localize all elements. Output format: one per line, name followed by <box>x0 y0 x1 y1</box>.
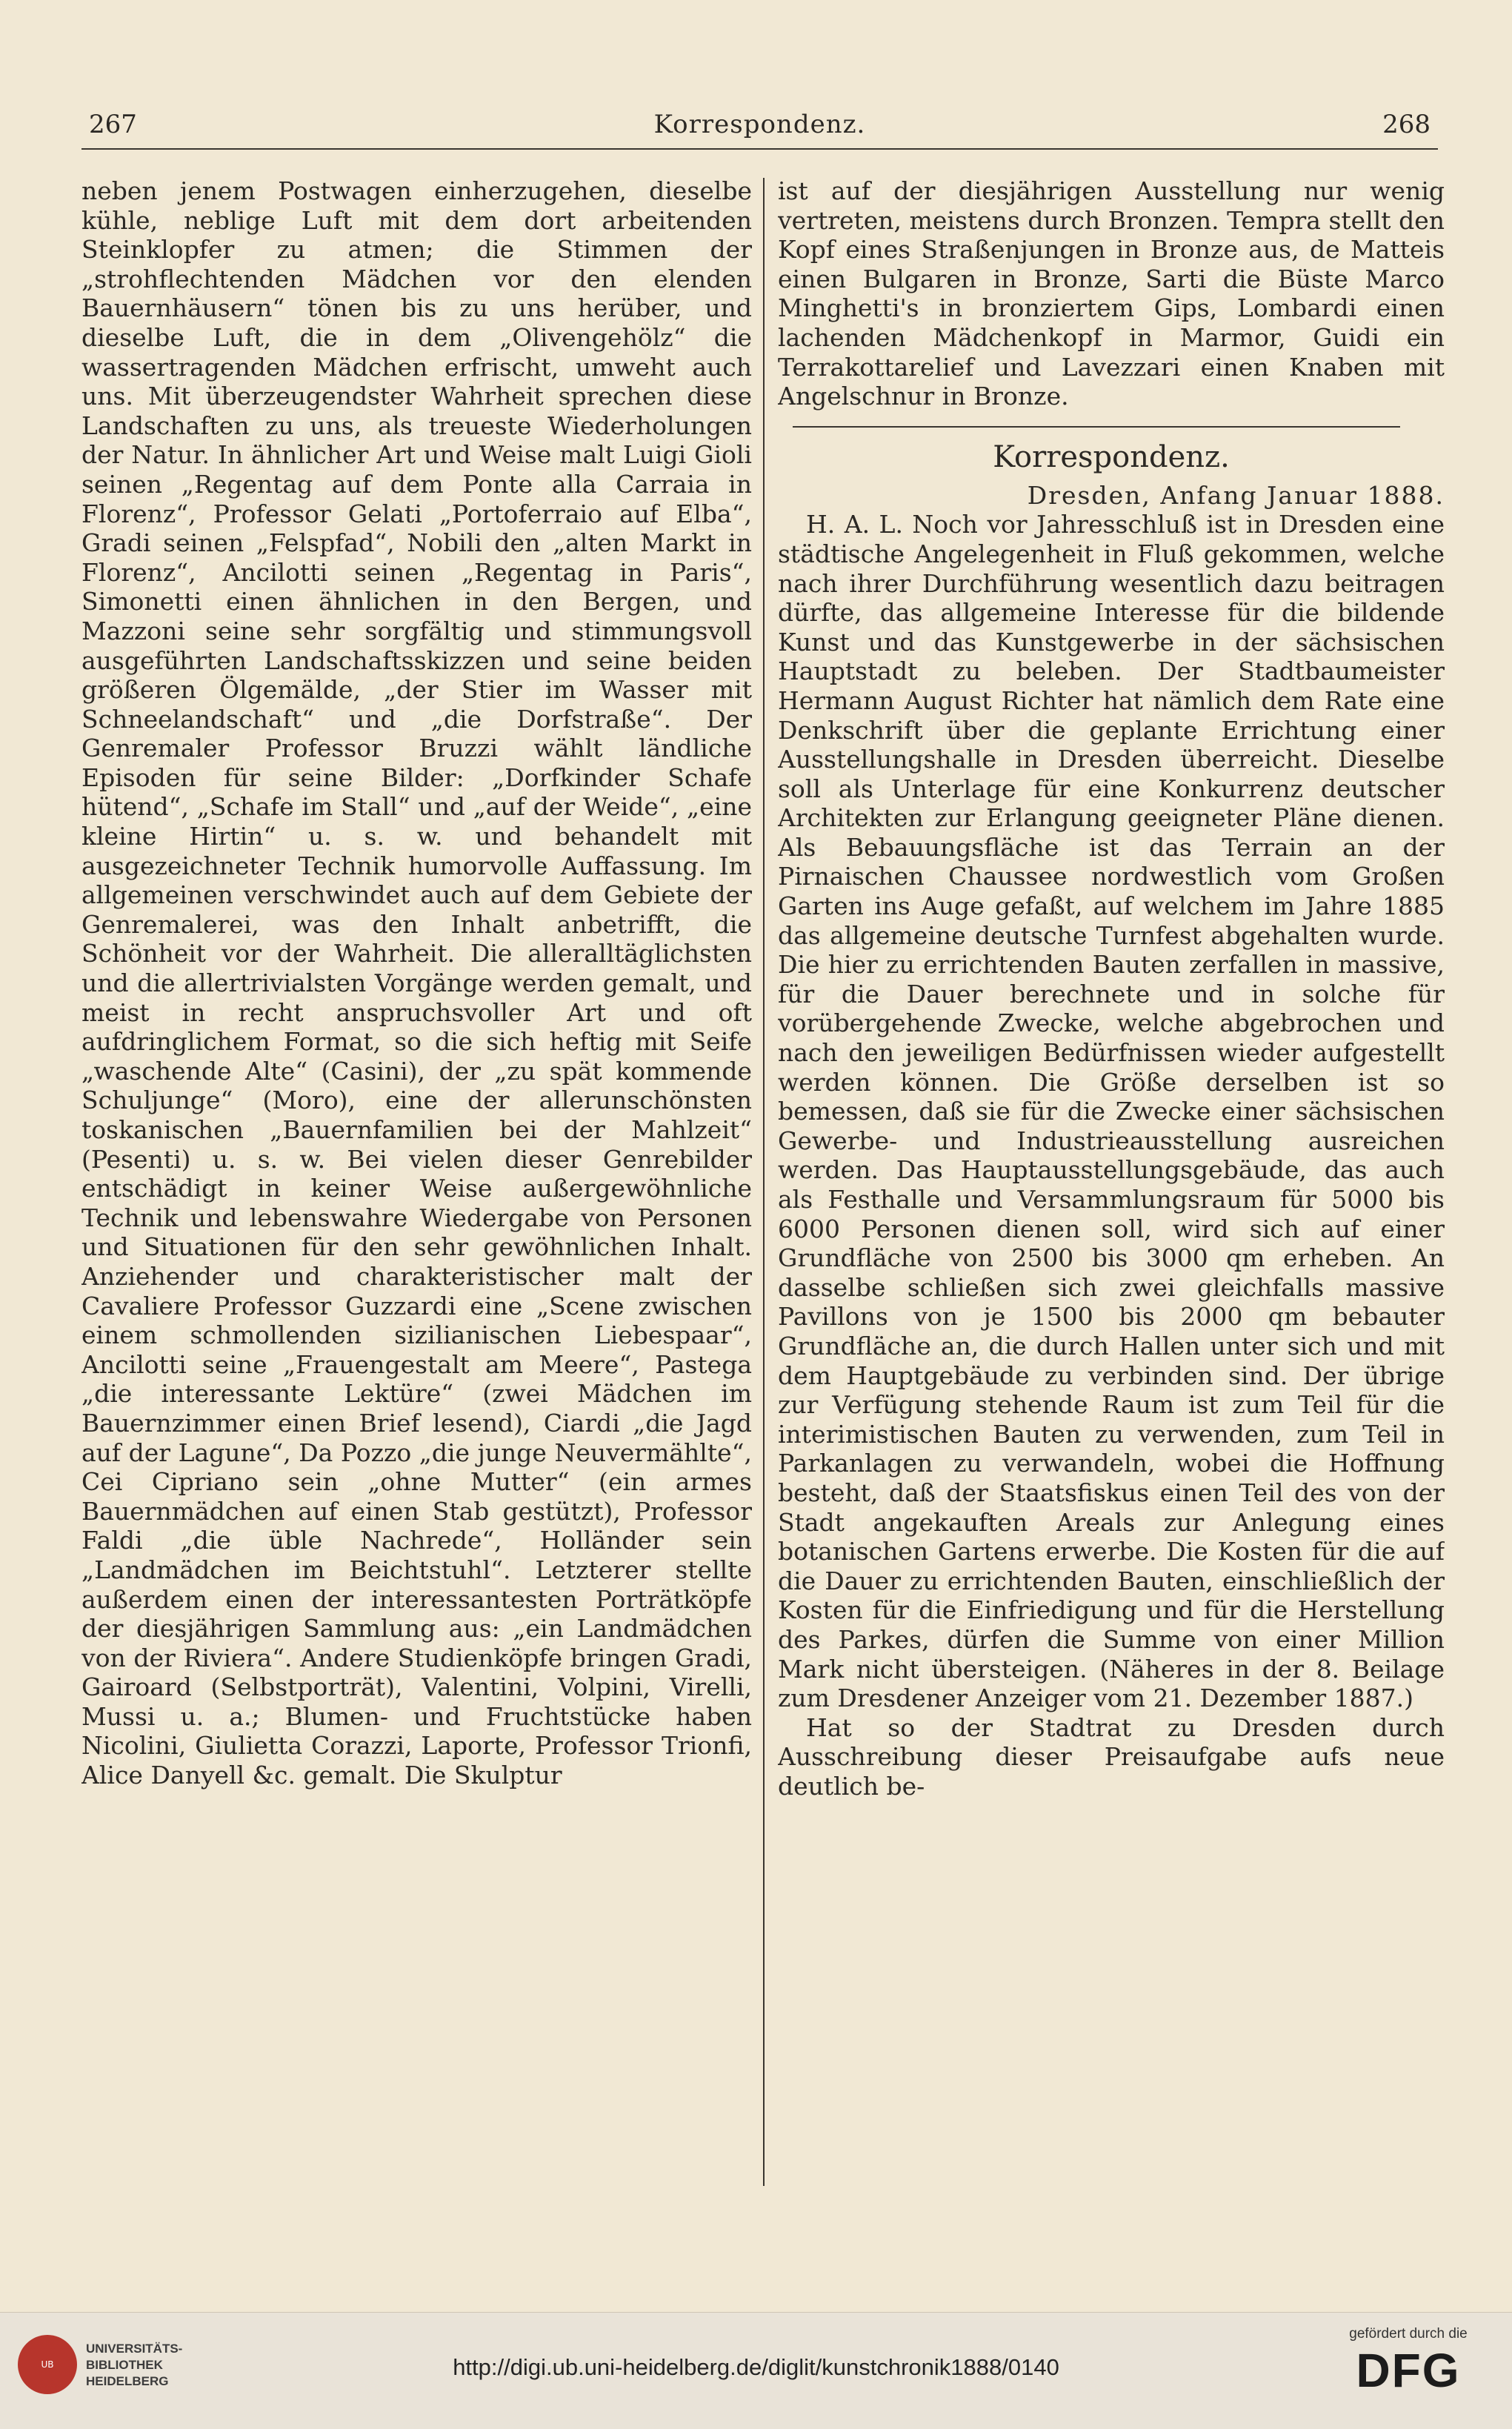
column-rule <box>763 178 765 2186</box>
digitization-footer <box>0 2312 1512 2429</box>
section-title: Korrespondenz. <box>993 439 1230 474</box>
section-separator <box>793 426 1400 428</box>
funded-by-label: gefördert durch die <box>1349 2326 1468 2342</box>
correspondence-paragraph: Hat so der Stadtrat zu Dresden durch Ausschreibung dieser Preisaufgabe aufs neue deutlich be- <box>778 1712 1445 1801</box>
left-paragraph: neben jenem Postwagen einherzugehen, dieselbe kühle, neblige Luft mit dem dort arbeitenden Steinklopfer zu atmen; die Stimmen der „strohflechtenden Mädchen vor den elenden Bauernhäusern“ tönen bis zu uns herüber, und dieselbe Luft, die in dem „Olivengehölz“ die wassertragenden Mädchen erfrischt, umweht auch uns. Mit überzeugendster Wahrheit sprechen diese Landschaften zu uns, als treueste Wiederholungen der Natur. In ähnlicher Art und Weise malt Luigi Gioli seinen „Regentag auf dem Ponte alla Carraia in Florenz“, Professor Gelati „Portoferraio auf Elba“, Gradi seinen „Felspfad“, Nobili den „alten Markt in Florenz“, Ancilotti seinen „Regentag in Paris“, Simonetti einen ähnlichen in den Bergen, und Mazzoni seine sehr sorgfältig und stimmungsvoll ausgeführten Landschaftsskizzen und seine beiden größeren Ölgemälde, „der Stier im Wasser mit Schneelandschaft“ und „die Dorfstraße“. Der Genremaler Professor Bruzzi wählt ländliche Episoden für seine Bilder: „Dorfkinder Schafe hütend“, „Schafe im Stall“ und „auf der Weide“, „eine kleine Hirtin“ u. s. w. und behandelt mit ausgezeichneter Technik humorvolle Auffassung. Im allgemeinen verschwindet auch auf dem Gebiete der Genremalerei, was den Inhalt anbetrifft, die Schönheit vor der Wahrheit. Die alleralltäglichsten und die allertrivialsten Vorgänge werden gemalt, und meist in recht anspruchsvoller Art und oft aufdringlichem Format, so die sich heftig mit Seife „waschende Alte“ (Casini), der „zu spät kommende Schuljunge“ (Moro), eine der allerunschönsten toskanischen „Bauernfamilien bei der Mahlzeit“ (Pesenti) u. s. w. Bei vielen dieser Genrebilder entschädigt in keiner Weise außergewöhnliche Technik und lebenswahre Wiedergabe von Personen und Situationen für den sehr gewöhnlichen Inhalt. Anziehender und charakteristischer malt der Cavaliere Professor Guzzardi eine „Scene zwischen einem schmollenden sizilianischen Liebespaar“, Ancilotti seine „Frauengestalt am Meere“, Pastega „die interessante Lektüre“ (zwei Mädchen im Bauernzimmer einen Brief lesend), Ciardi „die Jagd auf der Lagune“, Da Pozzo „die junge Neuvermählte“, Cei Cipriano sein „ohne Mutter“ (ein armes Bauernmädchen auf einen Stab gestützt), Professor Faldi „die üble Nachrede“, Holländer sein „Landmädchen im Beichtstuhl“. Letzterer stellte außerdem einen der interessantesten Porträtköpfe der diesjährigen Sammlung aus: „ein Landmädchen von der Riviera“. Andere Studienköpfe bringen Gradi, Gairoard (Selbstporträt), Valentini, Volpini, Virelli, Mussi u. a.; Blumen- und Fruchtstücke haben Nicolini, Giulietta Corazzi, Laporte, Professor Trionfi, Alice Danyell &c. gemalt. Die Skulptur <box>81 176 752 1790</box>
permalink-url[interactable]: http://digi.ub.uni-heidelberg.de/diglit/kunstchronik1888/0140 <box>453 2354 1059 2380</box>
running-title: Korrespondenz. <box>653 110 866 139</box>
header-rule <box>81 148 1438 150</box>
dfg-logo[interactable]: DFG <box>1356 2344 1461 2397</box>
page-number-right: 268 <box>1382 110 1431 139</box>
dateline: Dresden, Anfang Januar 1888. <box>1027 480 1445 510</box>
page-number-left: 267 <box>89 110 137 139</box>
correspondence-paragraph: H. A. L. Noch vor Jahresschluß ist in Dresden eine städtische Angelegenheit in Fluß gekommen, welche nach ihrer Durchführung wesentlich dazu beitragen dürfte, das allgemeine Interesse für die bildende Kunst und das Kunstgewerbe in der sächsischen Hauptstadt zu beleben. Der Stadtbaumeister Hermann August Richter hat nämlich dem Rate eine Denkschrift über die geplante Errichtung einer Ausstellungshalle in Dresden überreicht. Dieselbe soll als Unterlage für eine Konkurrenz deutscher Architekten zur Erlangung geeigneter Pläne dienen. Als Bebauungsfläche ist das Terrain an der Pirnaischen Chaussee nordwestlich vom Großen Garten ins Auge gefaßt, auf welchem im Jahre 1885 das allgemeine deutsche Turnfest abgehalten wurde. Die hier zu errichtenden Bauten zerfallen in massive, für die Dauer berechnete und in solche für vorübergehende Zwecke, welche abgebrochen und nach den jeweiligen Bedürfnissen wieder aufgestellt werden können. Die Größe derselben ist so bemessen, daß sie für die Zwecke einer sächsischen Gewerbe- und Industrieausstellung ausreichen werden. Das Hauptausstellungsgebäude, das auch als Festhalle und Versammlungsraum für 5000 bis 6000 Personen dienen soll, wird sich auf einer Grundfläche von 2500 bis 3000 qm erheben. An dasselbe schließen sich zwei gleichfalls massive Pavillons von je 1500 bis 2000 qm bebauter Grundfläche an, die durch Hallen unter sich und mit dem Hauptgebäude zu verbinden sind. Der übrige zur Verfügung stehende Raum ist zum Teil für die interimistischen Bauten zu verwenden, zum Teil in Parkanlagen zu verwandeln, wobei die Hoffnung besteht, daß der Staatsfiskus einen Teil des von der Stadt angekauften Areals zur Anlegung eines botanischen Gartens erwerbe. Die Kosten für die auf die Dauer zu errichtenden Bauten, einschließlich der Kosten für die Einfriedigung und für die Herstellung des Parkes, dürfen die Summe von einer Million Mark nicht übersteigen. (Näheres in der 8. Beilage zum Dresdener Anzeiger vom 21. Dezember 1887.) <box>778 510 1445 1713</box>
right-column <box>778 176 1445 2192</box>
skulptur-continuation: ist auf der diesjährigen Ausstellung nur wenig vertreten, meistens durch Bronzen. Tempra stellt den Kopf eines Straßenjungen in Bronze aus, de Matteis einen Bulgaren in Bronze, Sarti die Büste Marco Minghetti's in bronziertem Gips, Lombardi einen lachenden Mädchenkopf in Marmor, Guidi ein Terrakottarelief und Lavezzari einen Knaben mit Angelschnur in Bronze. <box>778 176 1445 411</box>
page-header <box>81 104 1438 148</box>
left-column <box>81 176 752 2192</box>
seal-icon: UB <box>18 2335 77 2394</box>
funding-note <box>1327 2326 1490 2399</box>
institution-name: UNIVERSITÄTS- BIBLIOTHEK HEIDELBERG <box>86 2342 183 2388</box>
